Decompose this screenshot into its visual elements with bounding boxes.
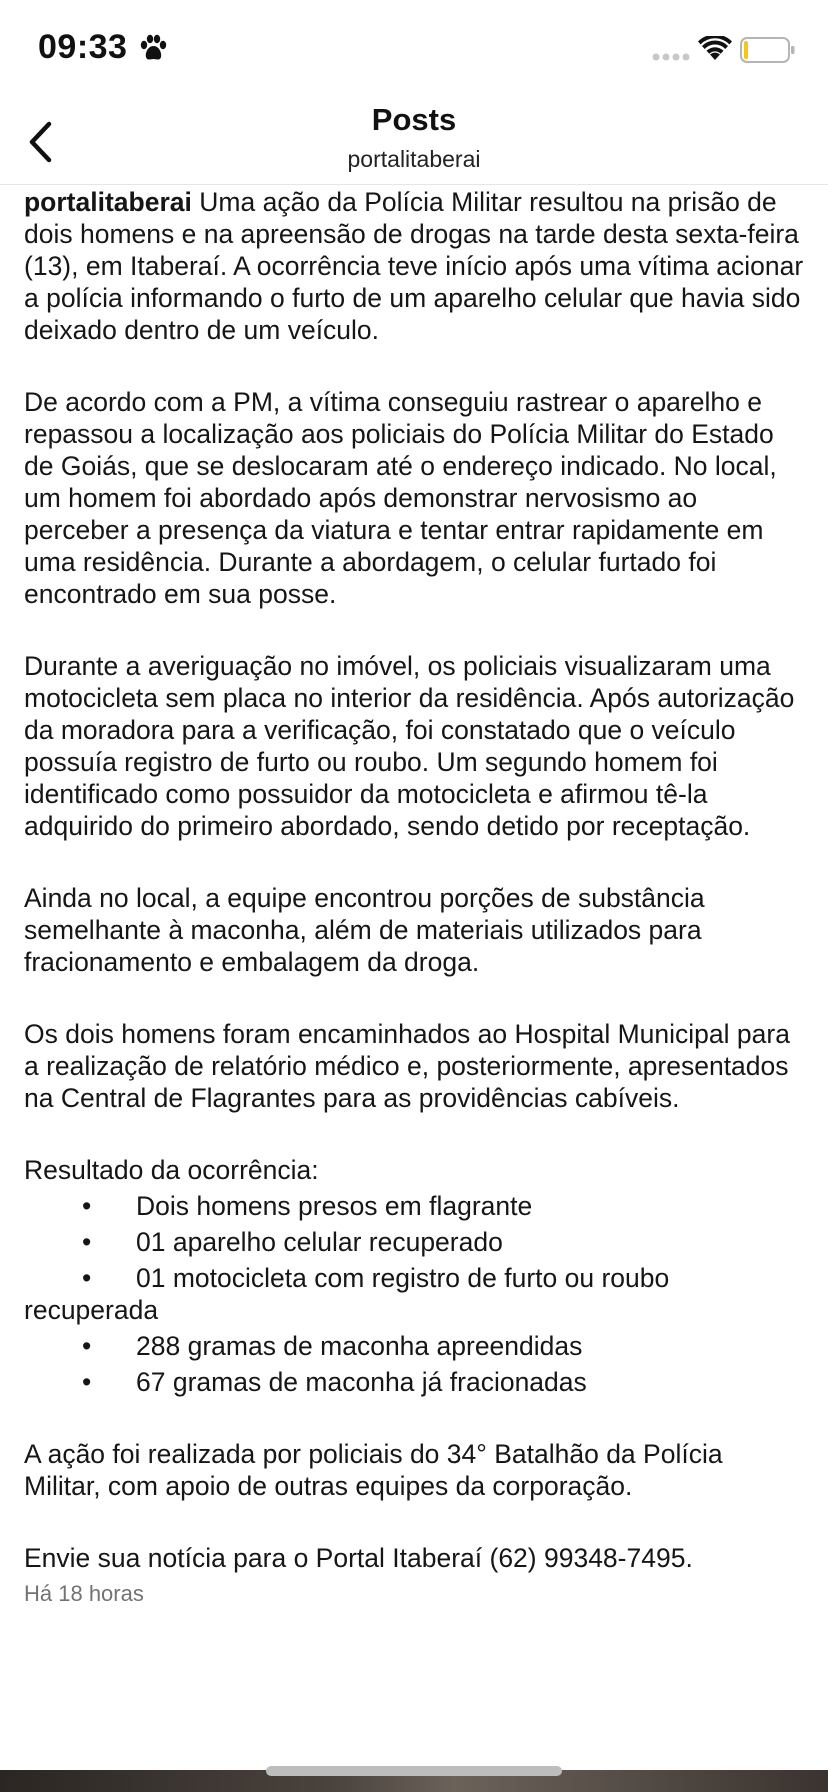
caption-paragraph: Os dois homens foram encaminhados ao Hospital Municipal para a realização de relatório médico e, posteriormente, apresentados na Central de Flagrantes para as providências cabíveis. <box>24 1019 790 1113</box>
battery-icon <box>740 36 796 64</box>
bullet-point: • <box>82 1191 92 1221</box>
results-list <box>24 1190 804 1398</box>
results-list-item: • Dois homens presos em flagrante <box>82 1191 533 1221</box>
results-list-item: • 288 gramas de maconha apreendidas <box>82 1331 583 1361</box>
bullet-point: • <box>82 1331 92 1361</box>
results-list-item: • 67 gramas de maconha já fracionadas <box>82 1367 587 1397</box>
post-author-username[interactable]: portalitaberai <box>24 187 192 217</box>
cellular-signal-icon <box>652 52 690 62</box>
caption-paragraph: De acordo com a PM, a vítima conseguiu rastrear o aparelho e repassou a localização aos policiais do Polícia Militar do Estado de Goiás, que se deslocaram até o endereço indicado. No local, um homem foi abordado após demonstrar nervosismo ao perceber a presença da viatura e tentar entrar rapidamente em uma residência. Durante a abordagem, o celular furtado foi encontrado em sua posse. <box>24 387 777 609</box>
home-indicator[interactable] <box>266 1766 562 1776</box>
paw-icon <box>138 34 168 64</box>
wifi-icon <box>698 36 732 62</box>
navigation-header <box>0 100 828 185</box>
bullet-point: • <box>82 1263 92 1293</box>
caption-intro-text: Uma ação da Polícia Militar resultou na prisão de dois homens e na apreensão de drogas na tarde desta sexta-feira (13), em Itaberaí. A ocorrência teve início após uma vítima acionar a polícia informando o furto de um aparelho celular que havia sido deixado dentro de um veículo. <box>24 187 804 345</box>
caption-paragraph: A ação foi realizada por policiais do 34° Batalhão da Polícia Militar, com apoio de outras equipes da corporação. <box>24 1439 723 1501</box>
caption-paragraph: Durante a averiguação no imóvel, os policiais visualizaram uma motocicleta sem placa no interior da residência. Após autorização da moradora para a verificação, foi constatado que o veículo possuía registro de furto ou roubo. Um segundo homem foi identificado como possuidor da motocicleta e afirmou tê-la adquirido do primeiro abordado, sendo detido por receptação. <box>24 651 795 841</box>
caption-paragraph: Ainda no local, a equipe encontrou porções de substância semelhante à maconha, além de materiais utilizados para fracionamento e embalagem da droga. <box>24 883 705 977</box>
post-timestamp: Há 18 horas <box>24 1581 144 1606</box>
bullet-point: • <box>82 1367 92 1397</box>
status-time: 09:33 <box>38 28 128 66</box>
status-bar <box>0 0 828 100</box>
caption-paragraph-intro <box>24 186 804 346</box>
post-caption <box>24 186 804 1610</box>
page-subtitle: portalitaberai <box>347 146 481 172</box>
page-title: Posts <box>371 102 457 137</box>
results-list-item: • 01 aparelho celular recuperado <box>82 1227 503 1257</box>
bullet-point: • <box>82 1227 92 1257</box>
results-list-item: • 01 motocicleta com registro de furto ou roubo recuperada <box>24 1263 670 1325</box>
results-heading: Resultado da ocorrência: <box>24 1155 319 1185</box>
caption-paragraph: Envie sua notícia para o Portal Itaberaí (62) 99348-7495. <box>24 1543 693 1573</box>
